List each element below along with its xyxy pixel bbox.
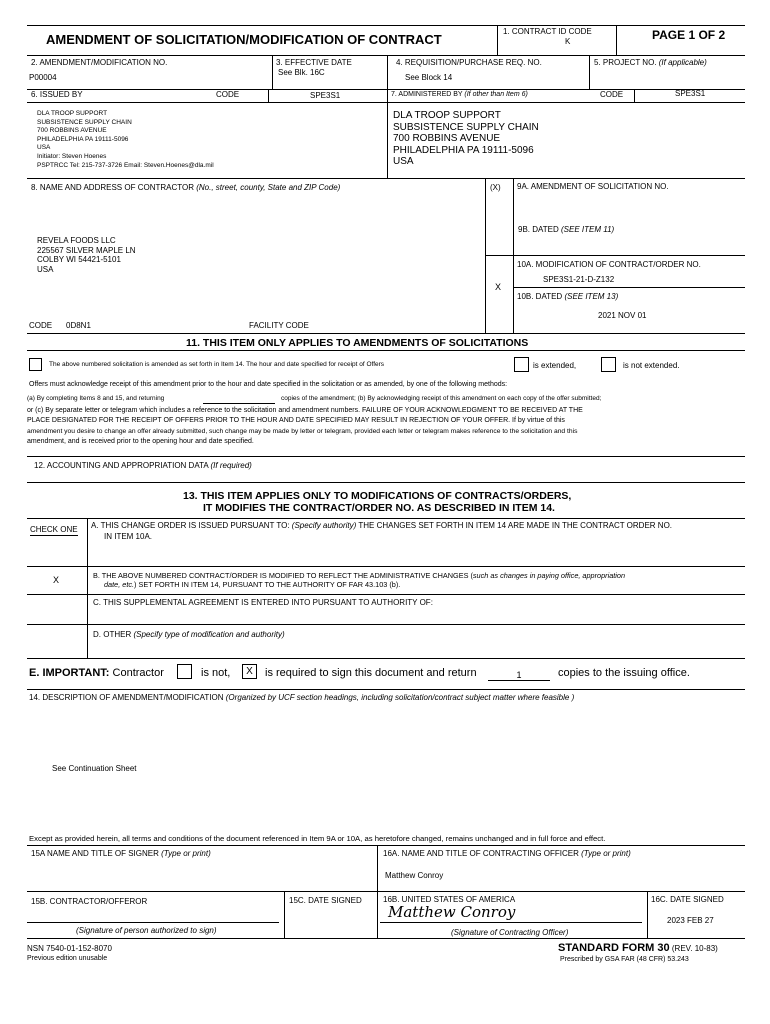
item11-line6: amendment you desire to change an offer already submitted, such change may be made by letter or telegram, provided each letter or telegram makes reference to the solicitation and this [27, 428, 578, 435]
address-line: REVELA FOODS LLC [37, 236, 116, 245]
contractor-offeror-label: 15B. CONTRACTOR/OFFEROR [31, 897, 148, 906]
officer-signature: Matthew Conroy [388, 903, 516, 921]
administered-by-suffix: (If other than Item 6) [464, 91, 528, 98]
accounting-label-text: 12. ACCOUNTING AND APPROPRIATION DATA [34, 461, 209, 470]
is-extended-checkbox[interactable] [514, 357, 529, 372]
check-one-label: CHECK ONE [30, 525, 78, 534]
is-required-checkbox[interactable]: X [242, 664, 257, 679]
page-number: PAGE 1 OF 2 [652, 28, 726, 42]
rule [87, 518, 88, 658]
address-line: SUBSISTENCE SUPPLY CHAIN [37, 118, 132, 126]
rule [616, 25, 617, 55]
rule [27, 594, 745, 595]
item13-d-italic: (Specify type of modification and authority) [133, 630, 285, 639]
item13-c-text: C. THIS SUPPLEMENTAL AGREEMENT IS ENTERED INTO PURSUANT TO AUTHORITY OF: [93, 598, 433, 607]
item11-line3a: (a) By completing Items 8 and 15, and returning [27, 395, 165, 402]
date-signed-15c-label: 15C. DATE SIGNED [289, 896, 362, 905]
form-name: STANDARD FORM 30 [558, 942, 670, 954]
signer-name-text: 15A NAME AND TITLE OF SIGNER [31, 849, 159, 858]
previous-edition-note: Previous edition unusable [27, 955, 108, 962]
contractor-label [31, 183, 340, 192]
date-signed-16c-value: 2023 FEB 27 [667, 916, 714, 925]
important-contractor: Contractor [112, 667, 164, 679]
dated-10b-suffix: (SEE ITEM 13) [564, 292, 619, 301]
rule [647, 891, 648, 938]
signer-name-suffix: (Type or print) [161, 849, 211, 858]
item13-b-text: B. THE ABOVE NUMBERED CONTRACT/ORDER IS MODIFIED TO REFLECT THE ADMINISTRATIVE CHANGES ( [93, 571, 473, 580]
mod-10a-value: SPE3S1-21-D-Z132 [543, 275, 615, 284]
x-column-label: (X) [490, 183, 501, 192]
address-line: DLA TROOP SUPPORT [37, 110, 108, 117]
accounting-label-suffix: (If required) [210, 461, 252, 470]
date-signed-16c-label: 16C. DATE SIGNED [651, 895, 724, 904]
rule [380, 922, 642, 923]
dated-10b-label [517, 292, 618, 301]
rule [497, 25, 498, 55]
dated-9b-text: 9B. DATED [518, 225, 559, 234]
administered-by-text: 7. ADMINISTERED BY [391, 91, 463, 98]
item13-b-line2 [104, 580, 400, 589]
rule [27, 178, 745, 179]
project-no-suffix: (If applicable) [658, 58, 707, 67]
rule [27, 689, 745, 690]
item13-b-check: X [53, 575, 60, 585]
address-line: 700 ROBBINS AVENUE [393, 133, 501, 145]
contract-id-value: K [565, 37, 571, 46]
issued-code-label: CODE [216, 90, 240, 99]
rule [27, 89, 745, 90]
administered-by-address [393, 110, 539, 168]
contractor-code-value: 0D8N1 [66, 321, 91, 330]
address-line: DLA TROOP SUPPORT [393, 110, 501, 121]
rule [27, 566, 745, 567]
rule [27, 518, 745, 519]
is-extended-label: is extended, [533, 361, 577, 370]
copies-count[interactable]: 1 [488, 670, 550, 681]
item13-a-line1 [91, 521, 672, 530]
address-line: SUBSISTENCE SUPPLY CHAIN [393, 121, 539, 133]
prescribed-by: Prescribed by GSA FAR (48 CFR) 53.243 [560, 956, 689, 963]
rule [27, 624, 745, 625]
address-line: 700 ROBBINS AVENUE [37, 127, 107, 135]
address-line: PHILADELPHIA PA 19111-5096 [393, 144, 534, 156]
address-line: 225567 SILVER MAPLE LN [37, 245, 136, 255]
terms-note: Except as provided herein, all terms and conditions of the document referenced in Item 9A or 10A, as heretofore changed, remains unchanged and in full force and effect. [29, 834, 606, 843]
form-name-line [558, 942, 718, 954]
is-required-label: is required to sign this document and return [265, 667, 477, 679]
address-line: USA [37, 144, 51, 152]
not-extended-checkbox[interactable] [601, 357, 616, 372]
item13-a-text-post: THE CHANGES SET FORTH IN ITEM 14 ARE MADE IN THE CONTRACT ORDER NO. [358, 521, 673, 530]
item11-line4: or (c) By separate letter or telegram which includes a reference to the solicitation and amendment numbers. FAILURE OF YOUR ACKNOWLEDGMENT TO BE RECEIVED AT THE [27, 407, 583, 414]
item11-checkbox[interactable] [29, 358, 42, 371]
administered-by-label [391, 91, 528, 98]
copies-blank[interactable] [203, 403, 275, 404]
item13-d-text: D. OTHER [93, 630, 132, 639]
officer-name-label [383, 849, 631, 858]
not-extended-label: is not extended. [623, 361, 680, 370]
contractor-code-label: CODE [29, 321, 53, 330]
issued-by-label: 6. ISSUED BY [31, 90, 83, 99]
requisition-label: 4. REQUISITION/PURCHASE REQ. NO. [396, 58, 542, 67]
rule [268, 89, 269, 102]
rule [589, 55, 590, 89]
form-revision: (REV. 10-83) [671, 944, 718, 953]
rule [27, 25, 745, 26]
contractor-signature-caption: (Signature of person authorized to sign) [76, 926, 217, 935]
item13-b-text-italic: such as changes in paying office, appropriation [472, 571, 626, 580]
rule [485, 255, 745, 256]
rule [27, 845, 745, 846]
item11-line3b: copies of the amendment; (b) By acknowledging receipt of this amendment on each copy of the offer submitted; [281, 395, 602, 402]
rule [27, 658, 745, 659]
item13-d-line [93, 630, 285, 639]
effective-date-label: 3. EFFECTIVE DATE [276, 58, 352, 67]
rule [387, 55, 388, 89]
amendment-9a-label: 9A. AMENDMENT OF SOLICITATION NO. [517, 182, 669, 191]
form-title: AMENDMENT OF SOLICITATION/MODIFICATION OF CONTRACT [46, 32, 442, 47]
signer-name-label [31, 849, 211, 858]
dated-9b-label [518, 225, 614, 234]
address-line: PSPTRCC Tel: 215-737-3726 Email: Steven.Hoenes@dla.mil [37, 161, 214, 169]
issued-by-address [37, 110, 214, 170]
project-no-label-text: 5. PROJECT NO. [594, 58, 657, 67]
address-line: USA [393, 156, 414, 168]
rule [27, 482, 745, 483]
rule [27, 938, 745, 939]
contract-id-label: 1. CONTRACT ID CODE [503, 27, 592, 36]
dated-10b-text: 10B. DATED [517, 292, 563, 301]
address-line: Initiator: Steven Hoenes [37, 152, 107, 160]
rule [272, 55, 273, 89]
mod-10a-check: X [495, 282, 502, 292]
item14-body: See Continuation Sheet [52, 764, 137, 773]
admin-code-value: SPE3S1 [675, 89, 706, 98]
item13-b-text2: ) SET FORTH IN ITEM 14, PURSUANT TO THE AUTHORITY OF FAR 43.103 (b). [134, 580, 401, 589]
address-line: USA [37, 264, 54, 274]
admin-code-label: CODE [600, 90, 624, 99]
contractor-label-text: 8. NAME AND ADDRESS OF CONTRACTOR [31, 183, 194, 192]
item14-label [29, 693, 574, 702]
dated-9b-suffix: (SEE ITEM 11) [560, 225, 615, 234]
is-not-label: is not, [201, 667, 231, 679]
accounting-label [34, 461, 252, 470]
important-line [29, 667, 164, 679]
item14-label-suffix: (Organized by UCF section headings, including solicitation/contract subject matter where feasible ) [225, 693, 575, 702]
dated-10b-value: 2021 NOV 01 [598, 311, 647, 320]
amendment-no-value: P00004 [29, 73, 57, 82]
rule [27, 922, 279, 923]
facility-code-label: FACILITY CODE [249, 321, 309, 330]
rule [27, 333, 745, 334]
rule [27, 456, 745, 457]
item11-line1: The above numbered solicitation is amended as set forth in Item 14. The hour and date specified for receipt of Offers [49, 361, 385, 368]
item13-b-line1 [93, 571, 625, 580]
item13-a-line2: IN ITEM 10A. [104, 532, 153, 541]
address-line: COLBY WI 54421-5101 [37, 255, 121, 265]
contractor-address [37, 236, 136, 274]
officer-signature-caption: (Signature of Contracting Officer) [451, 928, 569, 937]
rule [513, 287, 745, 288]
item13-title-1: 13. THIS ITEM APPLIES ONLY TO MODIFICATIONS OF CONTRACTS/ORDERS, [183, 490, 572, 502]
officer-name-value: Matthew Conroy [385, 871, 444, 880]
contractor-label-suffix: (No., street, county, State and ZIP Code) [196, 183, 341, 192]
rule [27, 102, 745, 103]
item11-line7: amendment, and is received prior to the opening hour and date specified. [27, 438, 254, 445]
officer-name-suffix: (Type or print) [581, 849, 631, 858]
officer-name-text: 16A. NAME AND TITLE OF CONTRACTING OFFICER [383, 849, 579, 858]
item13-title-2: IT MODIFIES THE CONTRACT/ORDER NO. AS DESCRIBED IN ITEM 14. [203, 502, 555, 514]
nsn-number: NSN 7540-01-152-8070 [27, 944, 112, 953]
effective-date-value: See Blk. 16C [278, 68, 325, 77]
rule [634, 89, 635, 102]
item13-a-authority: (Specify authority) [291, 521, 357, 530]
item11-title: 11. THIS ITEM ONLY APPLIES TO AMENDMENTS OF SOLICITATIONS [186, 337, 529, 349]
is-not-checkbox[interactable] [177, 664, 192, 679]
requisition-value: See Block 14 [405, 73, 453, 82]
item11-line2: Offers must acknowledge receipt of this amendment prior to the hour and date specified in the solicitation or as amended, by one of the following methods: [29, 381, 508, 388]
rule [27, 350, 745, 351]
amendment-no-label: 2. AMENDMENT/MODIFICATION NO. [31, 58, 168, 67]
important-label: E. IMPORTANT: [29, 667, 110, 679]
project-no-label [594, 58, 707, 67]
item13-b-text2-italic: date, etc. [104, 580, 135, 589]
rule [284, 891, 285, 938]
rule [27, 55, 745, 56]
usa-label: 16B. UNITED STATES OF AMERICA [383, 895, 516, 904]
address-line: PHILADELPHIA PA 19111-5096 [37, 135, 129, 143]
mod-10a-label: 10A. MODIFICATION OF CONTRACT/ORDER NO. [517, 260, 701, 269]
copies-text: copies to the issuing office. [558, 667, 690, 679]
issued-code-value: SPE3S1 [310, 91, 341, 100]
rule [27, 891, 745, 892]
item13-a-text: A. THIS CHANGE ORDER IS ISSUED PURSUANT TO: [91, 521, 290, 530]
item11-line5: PLACE DESIGNATED FOR THE RECEIPT OF OFFERS PRIOR TO THE HOUR AND DATE SPECIFIED MAY RESULT IN REJECTION OF YOUR OFFER. If by virtue of this [27, 417, 565, 424]
item14-label-text: 14. DESCRIPTION OF AMENDMENT/MODIFICATION [29, 693, 224, 702]
